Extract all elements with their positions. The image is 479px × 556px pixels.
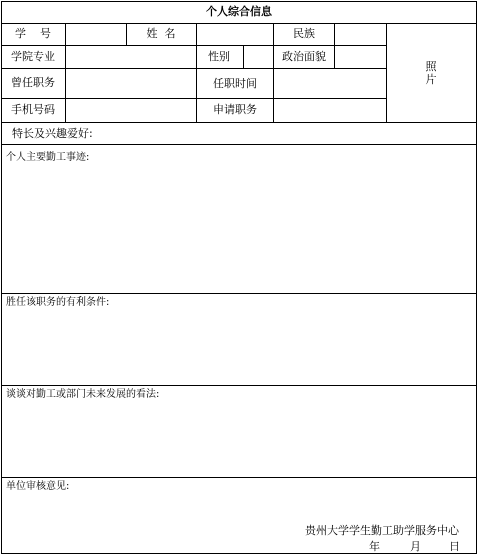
gender-field[interactable] [244, 46, 272, 68]
applied-position-field[interactable] [274, 99, 385, 122]
hobbies-bottom [1, 144, 477, 145]
main-deeds-field[interactable] [2, 170, 476, 292]
name-field[interactable] [197, 24, 272, 45]
former-position-label: 曾任职务 [11, 76, 55, 89]
deeds-bottom [1, 293, 477, 294]
hobbies-field[interactable] [110, 123, 476, 144]
day-label: 日 [449, 540, 460, 553]
college-major-label: 学院专业 [11, 50, 55, 63]
gender-label: 性别 [208, 50, 230, 63]
review-field[interactable] [2, 498, 476, 522]
review-label: 单位审核意见: [6, 481, 70, 492]
views-field[interactable] [2, 406, 476, 476]
favorable-conditions-field[interactable] [2, 314, 476, 384]
year-blank[interactable] [312, 553, 368, 554]
tenure-time-field[interactable] [274, 69, 385, 98]
college-major-field[interactable] [66, 46, 195, 68]
views-bottom [1, 477, 477, 478]
issuing-organization: 贵州大学学生勤工助学服务中心 [305, 524, 459, 537]
tenure-time-label: 任职时间 [213, 77, 257, 90]
conditions-bottom [1, 385, 477, 386]
former-position-field[interactable] [66, 69, 195, 98]
hobbies-label: 特长及兴趣爱好: [12, 127, 93, 140]
year-label: 年 [369, 540, 380, 553]
phone-label: 手机号码 [11, 103, 55, 116]
form-title: 个人综合信息 [206, 5, 272, 18]
favorable-conditions-label: 胜任该职务的有利条件: [6, 297, 110, 308]
main-deeds-label: 个人主要勤工事迹: [6, 152, 90, 163]
ethnicity-label: 民族 [293, 27, 315, 40]
month-blank[interactable] [382, 553, 409, 554]
photo-label-top: 照 [425, 60, 437, 73]
col-divider-2 [126, 23, 127, 45]
student-id-field[interactable] [66, 24, 125, 45]
day-blank[interactable] [423, 553, 448, 554]
name-label: 姓 名 [146, 27, 176, 40]
phone-field[interactable] [66, 99, 195, 122]
ethnicity-field[interactable] [335, 24, 385, 45]
views-label: 谈谈对勤工或部门未来发展的看法: [6, 389, 160, 400]
political-status-label: 政治面貌 [282, 50, 326, 63]
month-label: 月 [410, 540, 421, 553]
applied-position-label: 申请职务 [213, 103, 257, 116]
political-status-field[interactable] [335, 46, 385, 68]
photo-label-bottom: 片 [425, 73, 437, 86]
student-id-label: 学 号 [15, 27, 51, 40]
